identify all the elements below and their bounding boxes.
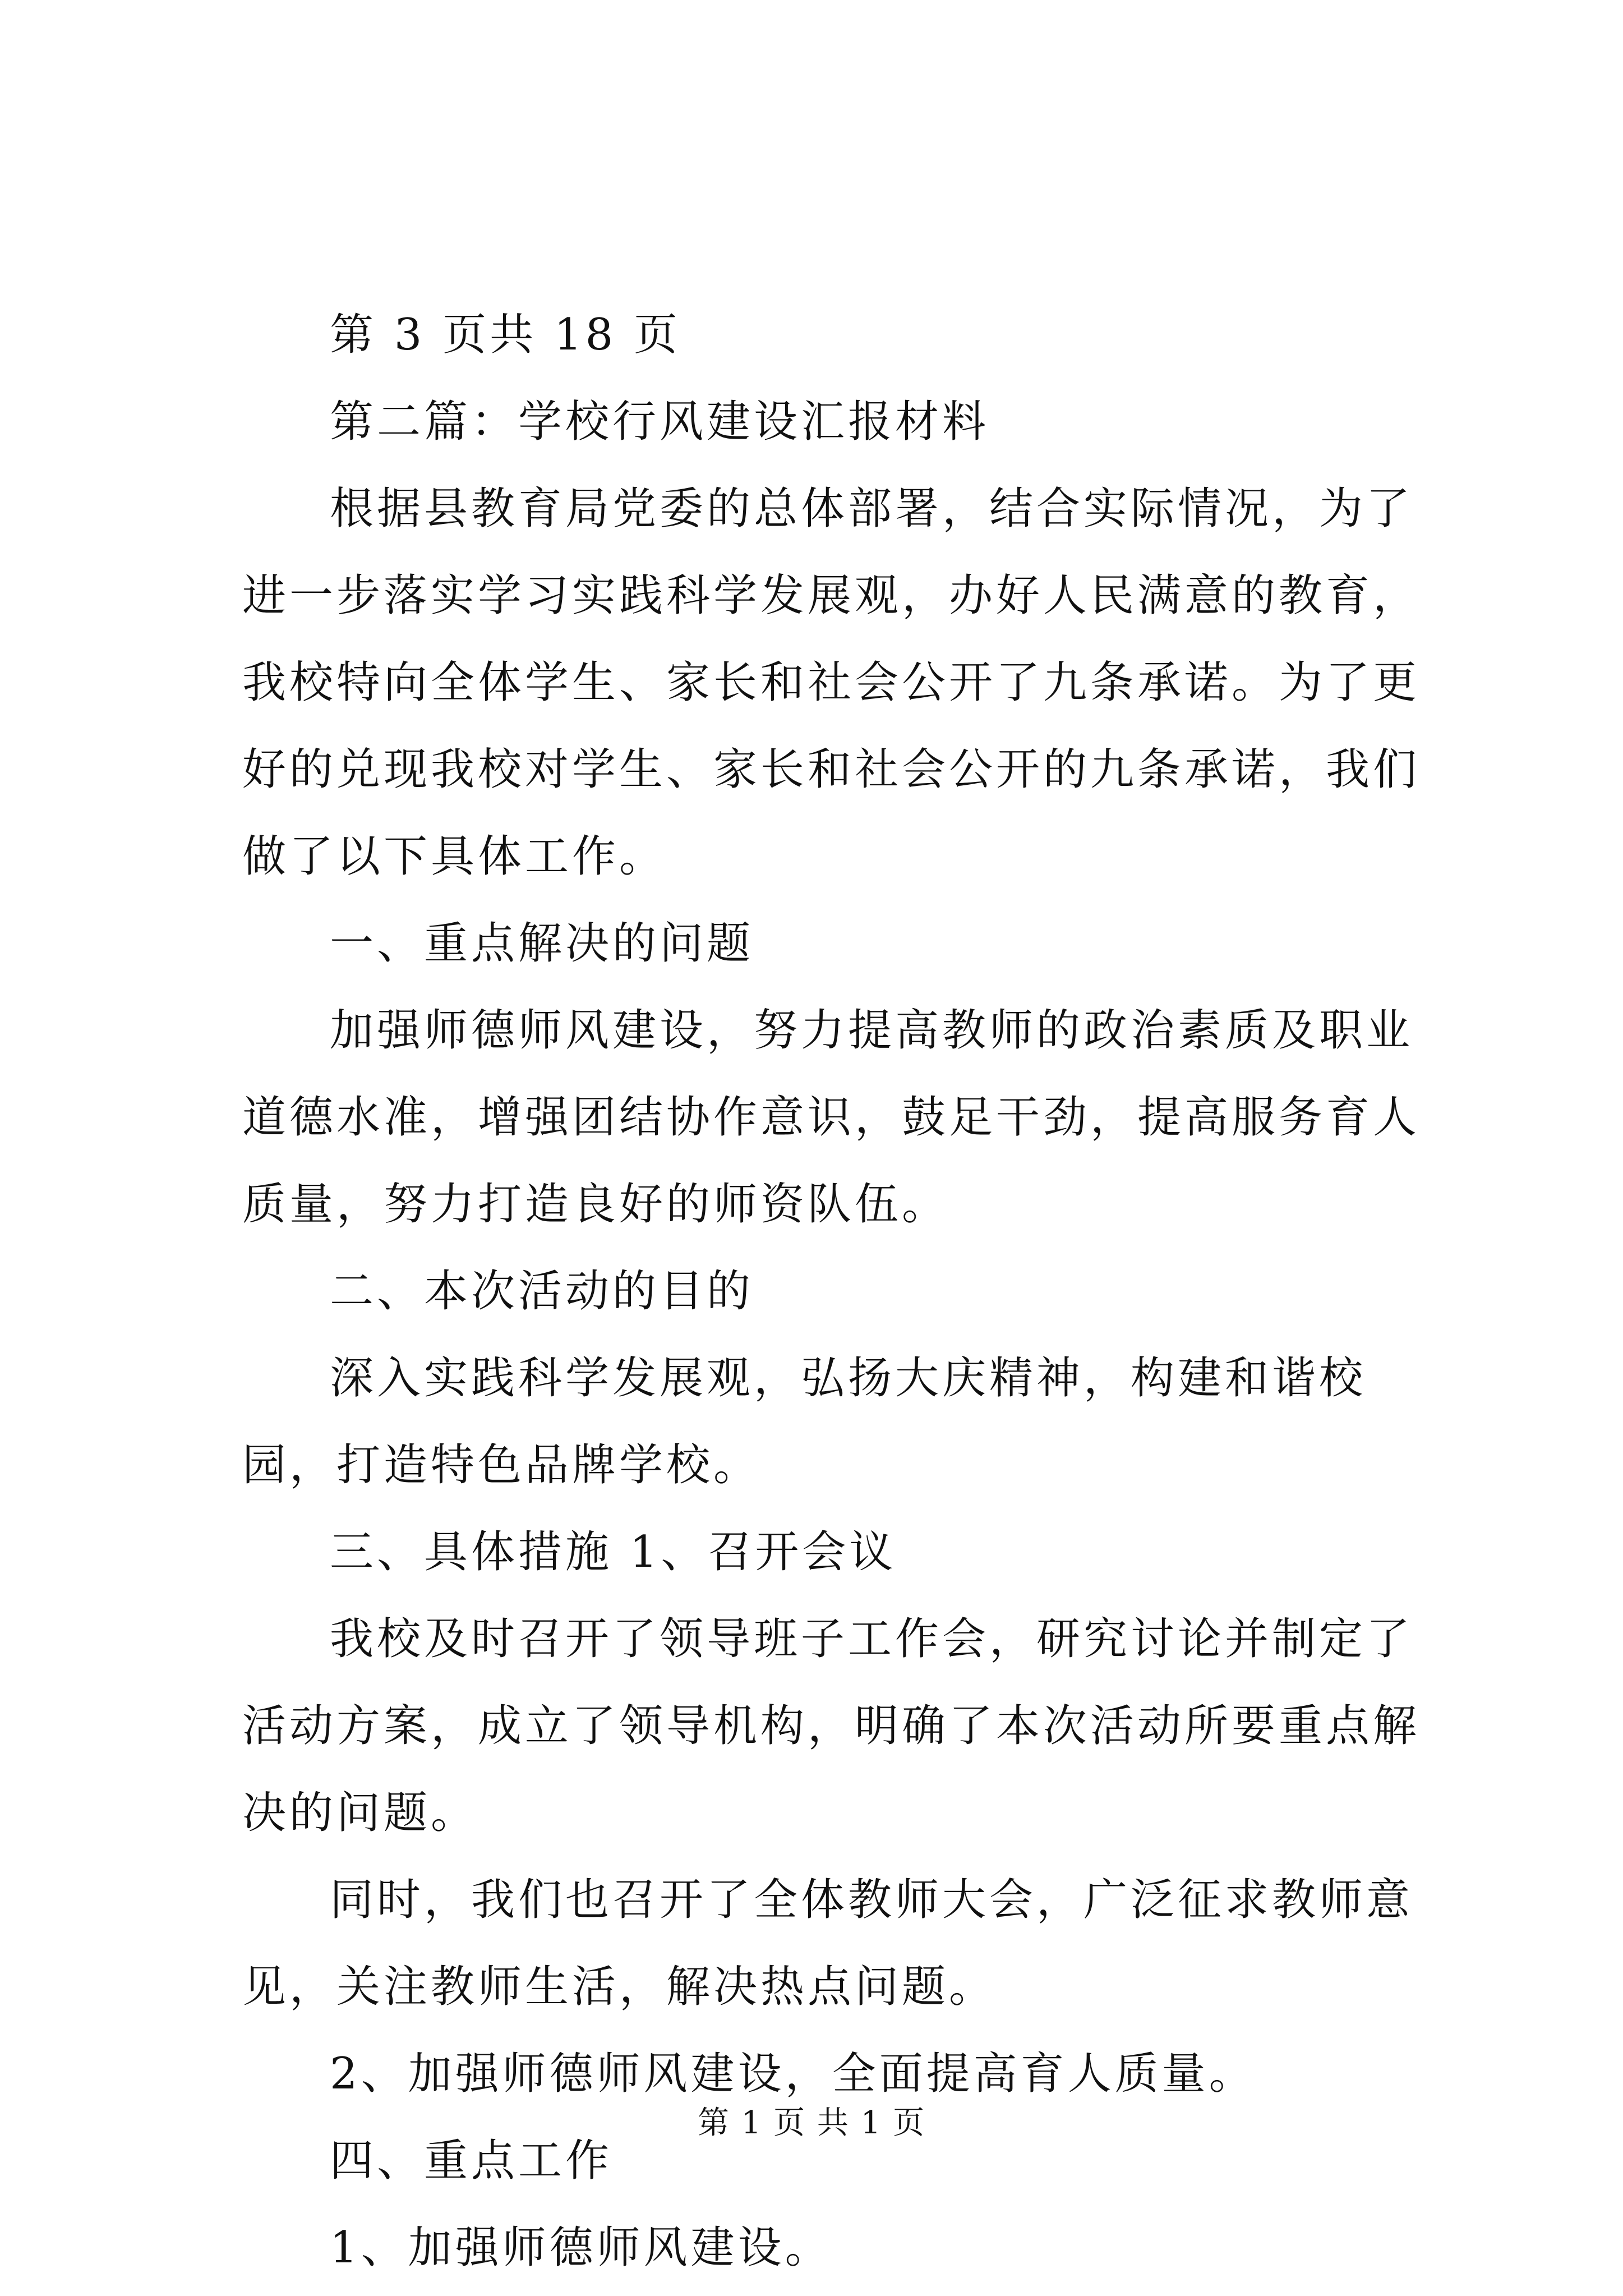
paragraph-meetings: 我校及时召开了领导班子工作会，研究讨论并制定了活动方案，成立了领导机构，明确了本次活动所要重点解决的问题。 [242, 1614, 1421, 1838]
paragraph-teacher-meeting: 同时，我们也召开了全体教师大会，广泛征求教师意见，关注教师生活，解决热点问题。 [242, 1875, 1414, 2012]
page-marker: 第 3 页共 18 页 [330, 310, 681, 360]
footer-page-number: 第 1 页 共 1 页 [697, 2105, 926, 2141]
intro-paragraph: 根据县教育局党委的总体部署，结合实际情况，为了进一步落实学习实践科学发展观，办好人民满意的教育，我校特向全体学生、家长和社会公开了九条承诺。为了更好的兑现我校对学生、家长和社会公开的九条承诺，我们做了以下具体工作。 [242, 484, 1421, 882]
document-body [242, 292, 1426, 2292]
section-title: 第二篇：学校行风建设汇报材料 [330, 397, 990, 447]
heading-activity-purpose: 二、本次活动的目的 [330, 1266, 754, 1317]
heading-key-problems: 一、重点解决的问题 [330, 918, 754, 969]
heading-key-work: 四、重点工作 [330, 2136, 613, 2186]
page-footer [0, 2101, 1623, 2146]
measure-item-2: 2、加强师德师风建设，全面提高育人质量。 [330, 2049, 1256, 2099]
paragraph-activity-purpose: 深入实践科学发展观，弘扬大庆精神，构建和谐校园，打造特色品牌学校。 [242, 1353, 1367, 1490]
paragraph-key-problems: 加强师德师风建设，努力提高教师的政治素质及职业道德水准，增强团结协作意识，鼓足干劲，提高服务育人质量，努力打造良好的师资队伍。 [242, 1005, 1421, 1230]
heading-specific-measures: 三、具体措施 1、召开会议 [330, 1527, 897, 1577]
key-work-item-1: 1、加强师德师风建设。 [330, 2223, 832, 2273]
